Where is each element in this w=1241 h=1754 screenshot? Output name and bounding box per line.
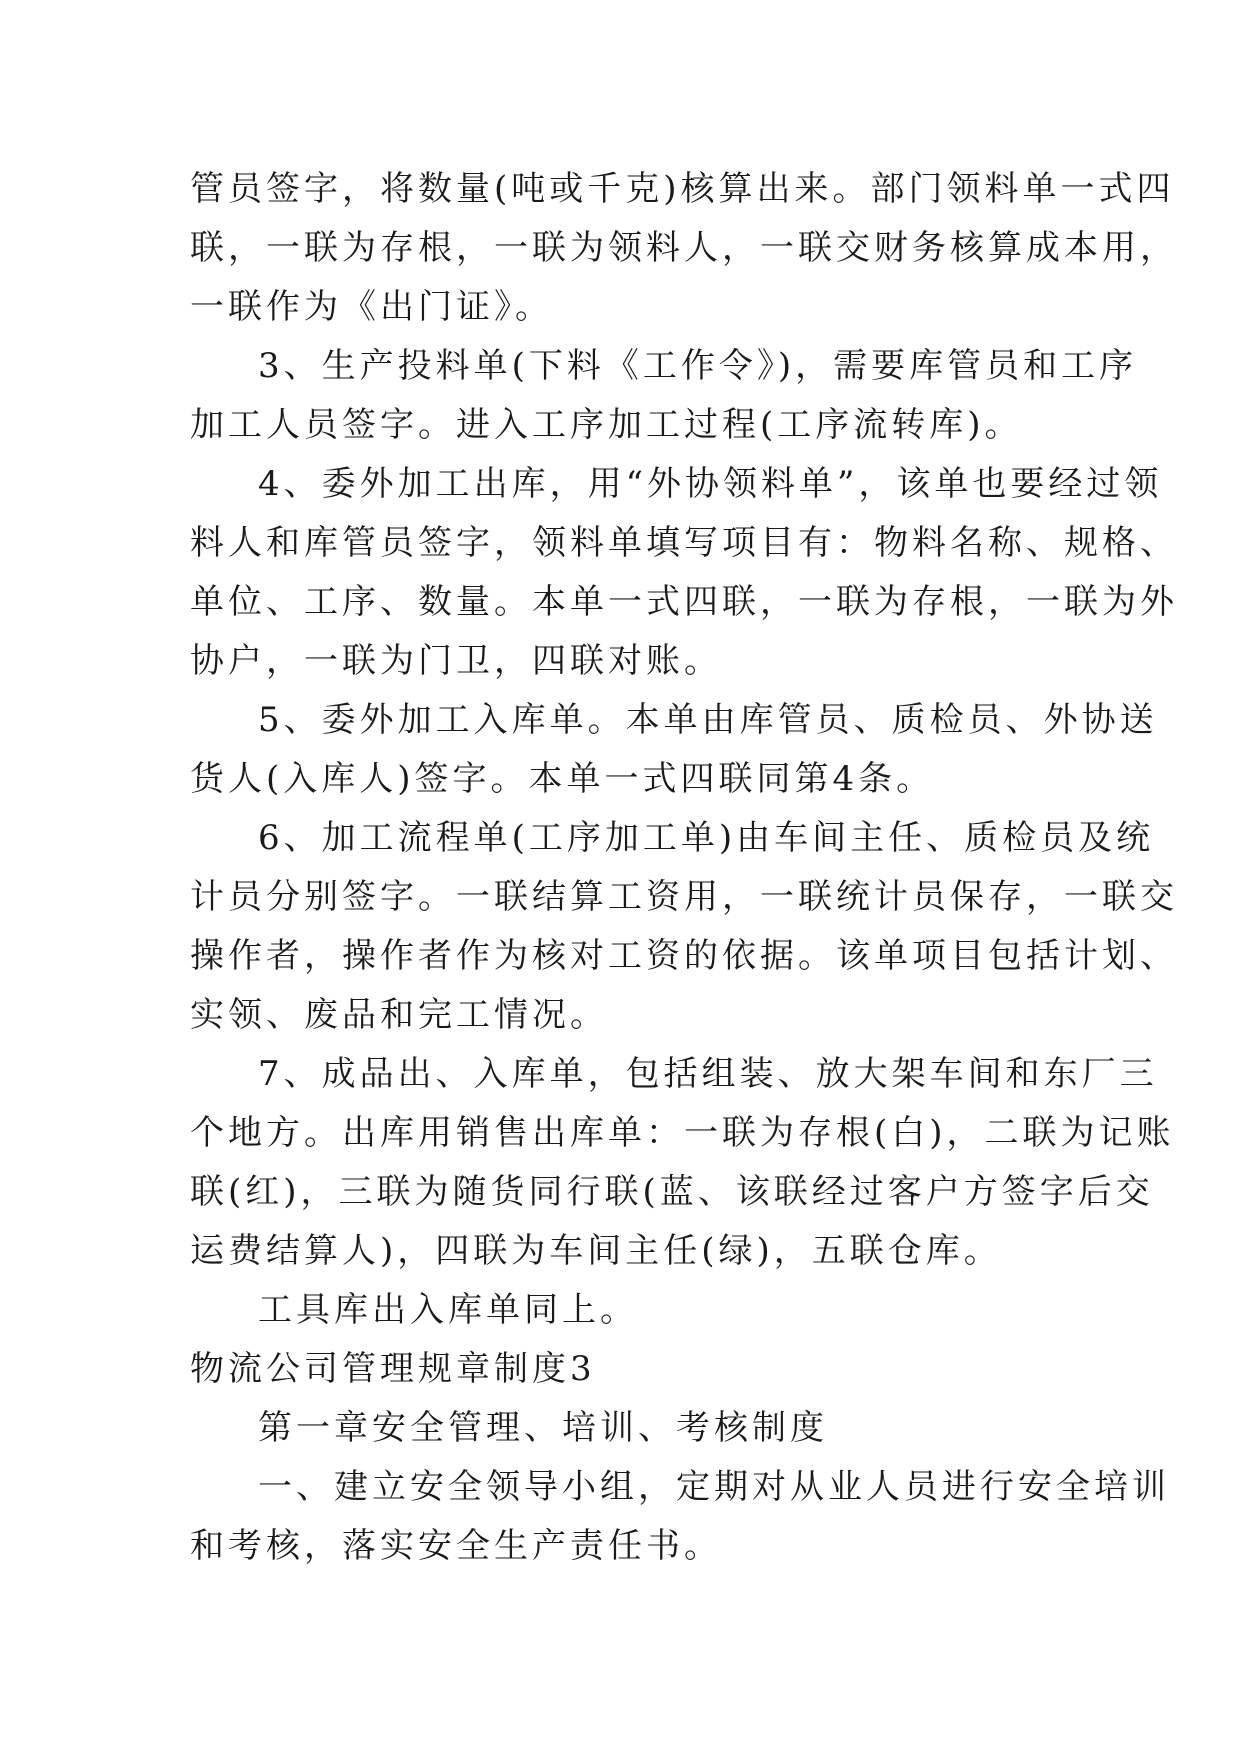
text-line: 7、成品出、入库单，包括组装、放大架车间和东厂三 [258, 1054, 1158, 1094]
text-line: 6、加工流程单(工序加工单)由车间主任、质检员及统 [258, 818, 1155, 858]
text-line: 加工人员签字。进入工序加工过程(工序流转库)。 [190, 405, 1023, 445]
text-line: 第一章安全管理、培训、考核制度 [258, 1408, 828, 1448]
text-line: 料人和库管员签字，领料单填写项目有：物料名称、规格、 [190, 523, 1178, 563]
text-line: 管员签字，将数量(吨或千克)核算出来。部门领料单一式四 [190, 169, 1175, 209]
text-line: 运费结算人)，四联为车间主任(绿)，五联仓库。 [190, 1231, 1002, 1271]
text-line: 个地方。出库用销售出库单：一联为存根(白)，二联为记账 [190, 1113, 1175, 1153]
text-line: 5、委外加工入库单。本单由库管员、质检员、外协送 [258, 700, 1158, 740]
text-line: 实领、废品和完工情况。 [190, 995, 608, 1035]
text-line: 一、建立安全领导小组，定期对从业人员进行安全培训 [258, 1467, 1170, 1507]
text-line: 联，一联为存根，一联为领料人，一联交财务核算成本用， [190, 228, 1178, 268]
text-line: 3、生产投料单(下料《工作令》)，需要库管员和工序 [258, 346, 1138, 386]
text-line: 一联作为《出门证》。 [190, 287, 553, 327]
text-line: 协户，一联为门卫，四联对账。 [190, 641, 722, 681]
text-line: 货人(入库人)签字。本单一式四联同第4条。 [190, 759, 935, 799]
text-line: 和考核，落实安全生产责任书。 [190, 1526, 722, 1566]
text-line: 4、委外加工出库，用“外协领料单”，该单也要经过领 [258, 464, 1163, 504]
text-line: 单位、工序、数量。本单一式四联，一联为存根，一联为外 [190, 582, 1178, 622]
text-line: 工具库出入库单同上。 [258, 1290, 638, 1330]
text-line: 计员分别签字。一联结算工资用，一联统计员保存，一联交 [190, 877, 1178, 917]
text-line: 操作者，操作者作为核对工资的依据。该单项目包括计划、 [190, 936, 1178, 976]
text-line: 联(红)，三联为随货同行联(蓝、该联经过客户方签字后交 [190, 1172, 1154, 1212]
text-line: 物流公司管理规章制度3 [190, 1349, 596, 1389]
document-body [190, 160, 1178, 1576]
